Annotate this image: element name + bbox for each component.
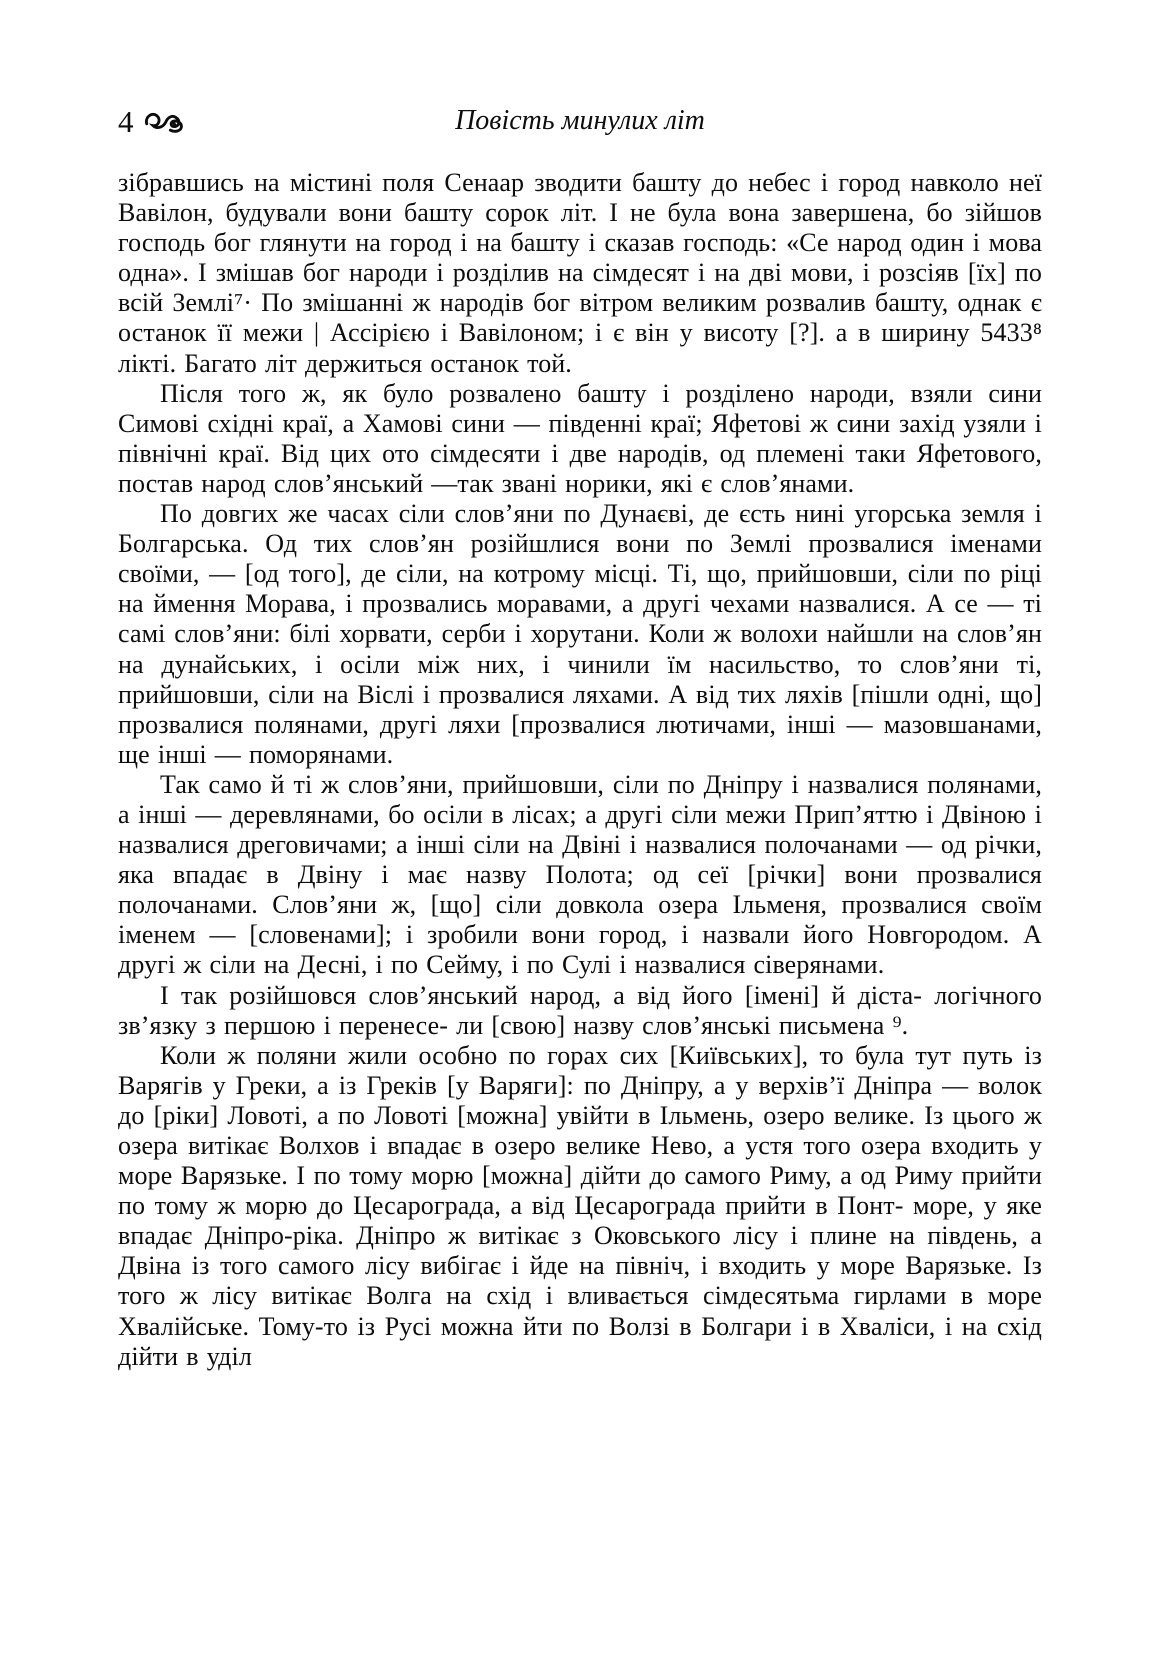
paragraph-2: Після того ж, як було розвалено башту і розділено народи, взяли сини Симові східні краї, а Хамові сини — південні краї; Яфетові ж сини захід узяли і північні краї. Від цих ото сімдесяти і две народів, од племені таки Яфетового, постав народ слов’янський —так звані норики, які є слов’янами. — [118, 378, 1042, 498]
running-title: Повість минулих літ — [455, 105, 705, 136]
page-number: 4 — [118, 103, 134, 139]
paragraph-3: По довгих же часах сіли слов’яни по Дунаєві, де єсть нині угорська земля і Болгарська. Од тих слов’ян розійшлися вони по Землі прозвалися іменами своїми, — [од того], де сіли, на котрому місці. Ті, що, прийшовши, сіли по ріці на ймення Морава, і прозвались моравами, а другі чехами назвалися. А се — ті самі слов’яни: білі хорвати, серби і хорутани. Коли ж волохи найшли на слов’ян на дунайських, і осіли між них, і чинили їм насильство, то слов’яни ті, прийшовши, сіли на Віслі і прозвалися ляхами. А від тих ляхів [пішли одні, що] прозвалися полянами, другі ляхи [прозвалися лютичами, інші — мазовшанами, ще інші — поморянами. — [118, 499, 1042, 769]
paragraph-6: Коли ж поляни жили особно по горах сих [Київських], то була тут путь із Варягів у Греки, а із Греків [у Варяги]: по Дніпру, а у верхів’ї Дніпра — волок до [ріки] Ловоті, а по Ловоті [можна] увійти в Ільмень, озеро велике. Із цього ж озера витікає Волхов і впадає в озеро велике Нево, а устя того озера входить у море Варязьке. І по тому морю [можна] дійти до самого Риму, а од Риму прийти по тому ж морю до Цесарограда, а від Цесарограда прийти в Понт- море, у яке впадає Дніпро-ріка. Дніпро ж витікає з Оковського лісу і плине на південь, а Двіна із того самого лісу вибігає і йде на північ, і входить у море Варязьке. Із того ж лісу витікає Волга на схід і вливається сімдесятьма гирлами в море Хвалійське. Тому-то із Русі можна йти по Волзі в Болгари і в Хваліси, і на схід дійти в уділ — [118, 1040, 1042, 1371]
page-content — [118, 104, 1042, 1372]
paragraph-5: І так розійшовся слов’янський народ, а від його [імені] й діста- логічного зв’язку з першою і перенесе- ли [свою] назву слов’янські письмена ⁹. — [118, 980, 1042, 1040]
paragraph-4: Так само й ті ж слов’яни, прийшовши, сіли по Дніпру і назвалися полянами, а інші — деревлянами, бо осіли в лісах; а другі сіли межи Прип’яттю і Двіною і назвалися дреговичами; а інші сіли на Двіні і назвалися полочанами — од річки, яка впадає в Двіну і має назву Полота; од сеї [річки] вони прозвалися полочанами. Слов’яни ж, [що] сіли довкола озера Ільменя, прозвалися своїм іменем — [словенами]; і зробили вони город, і назвали його Новгородом. А другі ж сіли на Десні, і по Сейму, і по Сулі і назвалися сіверянами. — [118, 769, 1042, 980]
page-body — [118, 168, 1042, 1372]
paragraph-1: зібравшись на містині поля Сенаар зводити башту до небес і город навколо неї Вавілон, будували вони башту сорок літ. І не була вона завершена, бо зійшов господь бог глянути на город і на башту і сказав господь: «Се народ один і мова одна». І змішав бог народи і розділив на сімдесят і на дві мови, і розсіяв [їх] по всій Землі⁷· По змішанні ж народів бог вітром великим розвалив башту, однак є останок її межи | Ассірією і Вавілоном; і є він у висоту [?]. а в ширину 5433⁸ лікті. Багато літ держиться останок той. — [118, 168, 1042, 378]
page-header — [118, 104, 1042, 146]
